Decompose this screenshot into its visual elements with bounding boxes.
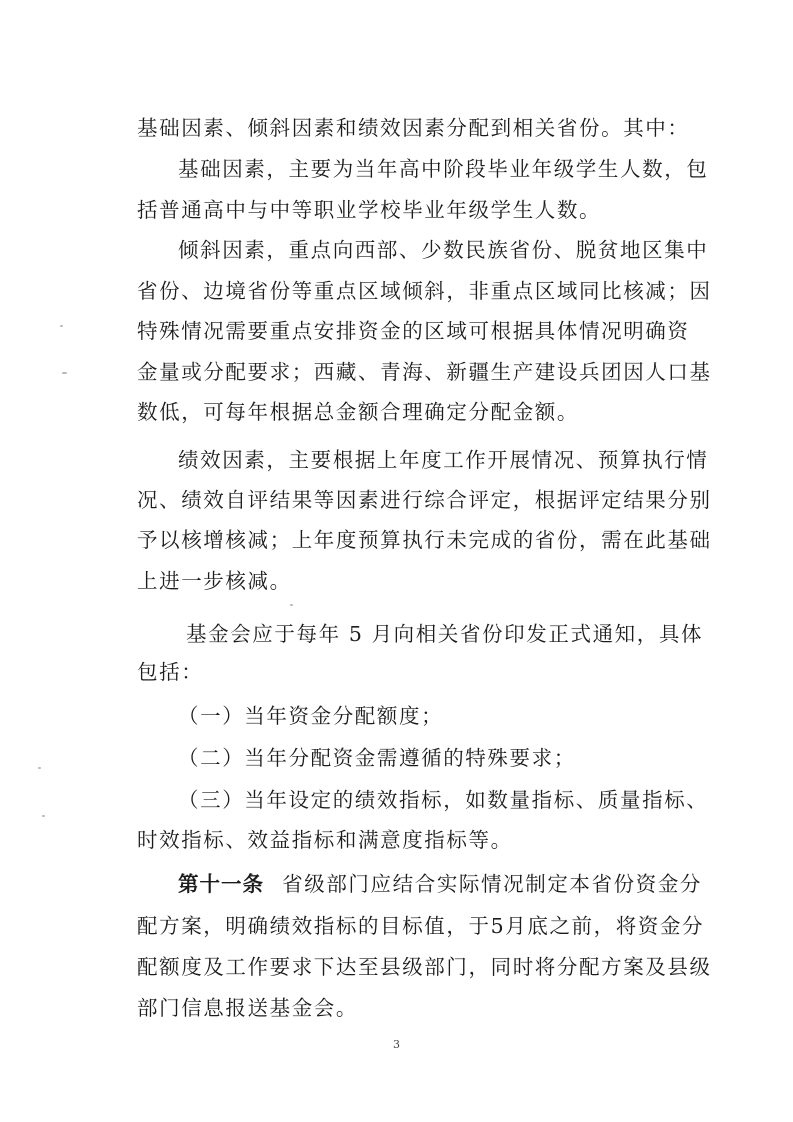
paragraph-line: 特殊情况需要重点安排资金的区域可根据具体情况明确资 (137, 319, 690, 343)
paragraph-line: 基础因素，主要为当年高中阶段毕业年级学生人数，包 (178, 157, 709, 181)
paragraph-line: 时效指标、效益指标和满意度指标等。 (137, 828, 513, 852)
paragraph-line: 括普通高中与中等职业学校毕业年级学生人数。 (137, 198, 602, 222)
scan-speck (38, 767, 41, 769)
article-first-line (178, 866, 703, 902)
paragraph-line: 基础因素、倾斜因素和绩效因素分配到相关省份。其中： (137, 116, 690, 140)
paragraph-line: 予以核增核减；上年度预算执行未完成的省份，需在此基础 (137, 528, 712, 552)
paragraph-line: 上进一步核减。 (137, 569, 292, 593)
list-item: （三）当年设定的绩效指标，如数量指标、质量指标、 (178, 788, 709, 812)
paragraph-line: 金量或分配要求；西藏、青海、新疆生产建设兵团因人口基 (137, 360, 712, 384)
paragraph-line: 配额度及工作要求下达至县级部门，同时将分配方案及县级 (137, 955, 712, 979)
scan-speck (60, 325, 63, 327)
article-text: 省级部门应结合实际情况制定本省份资金分 (282, 872, 703, 896)
list-item: （二）当年分配资金需遵循的特殊要求； (178, 746, 576, 770)
scan-speck (62, 372, 67, 374)
paragraph-line: 部门信息报送基金会。 (137, 996, 358, 1020)
paragraph-line: 基金会应于每年 5 月向相关省份印发正式通知，具体 (186, 622, 704, 646)
page-number: 3 (393, 1038, 400, 1051)
paragraph-line: 倾斜因素，重点向西部、少数民族省份、脱贫地区集中 (178, 238, 709, 262)
paragraph-line: 省份、边境省份等重点区域倾斜，非重点区域同比核减；因 (137, 279, 712, 303)
paragraph-line: 包括： (137, 660, 204, 684)
scan-speck (42, 815, 45, 817)
paragraph-line: 绩效因素，主要根据上年度工作开展情况、预算执行情 (178, 448, 709, 472)
article-heading: 第十一条 (178, 872, 264, 896)
paragraph-line: 数低，可每年根据总金额合理确定分配金额。 (137, 400, 579, 424)
paragraph-line: 况、绩效自评结果等因素进行综合评定，根据评定结果分别 (137, 488, 712, 512)
scan-speck (290, 604, 293, 606)
paragraph-line: 配方案，明确绩效指标的目标值，于5月底之前，将资金分 (137, 914, 705, 938)
list-item: （一）当年资金分配额度； (178, 704, 444, 728)
